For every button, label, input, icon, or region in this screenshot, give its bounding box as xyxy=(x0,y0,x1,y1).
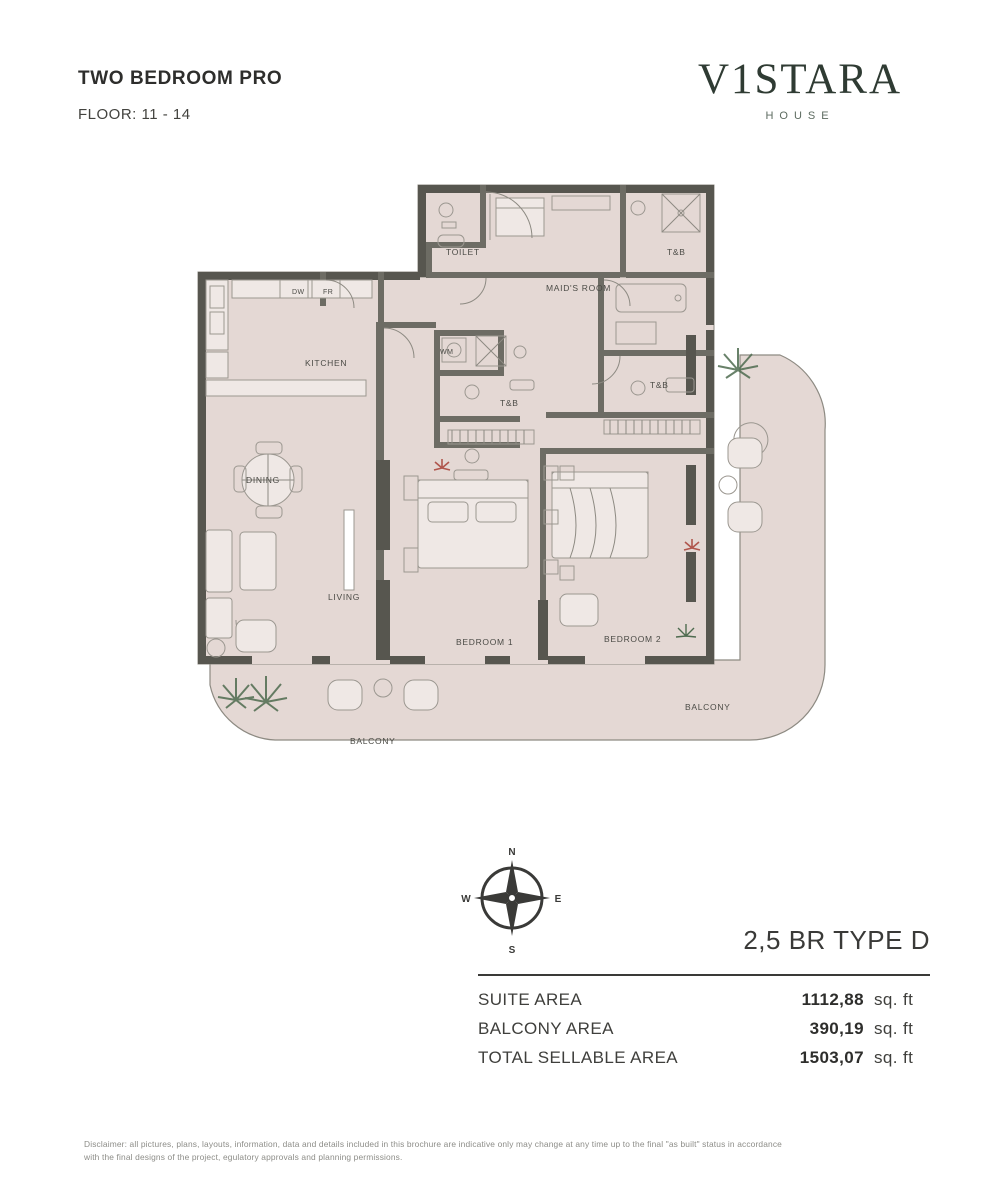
room-label-bedroom-1: BEDROOM 1 xyxy=(456,637,514,647)
compass-north: N xyxy=(508,847,516,858)
brand-name xyxy=(670,58,930,101)
spec-row xyxy=(478,990,930,1010)
room-label-kitchen: KITCHEN xyxy=(305,358,348,368)
spec-row xyxy=(478,1048,930,1068)
page-header xyxy=(78,56,930,148)
page-title: TWO BEDROOM PRO xyxy=(78,68,283,89)
spec-value-total-sellable-area: 1503,07 xyxy=(799,1048,864,1067)
spec-label-total-sellable-area: TOTAL SELLABLE AREA xyxy=(478,1048,679,1067)
compass-east: E xyxy=(554,894,562,905)
room-label-dw: DW xyxy=(292,289,305,296)
disclaimer-line-2: with the final designs of the project, egulatory approvals and planning permissions. xyxy=(84,1152,403,1163)
room-label-tb-mid-right: T&B xyxy=(650,380,669,390)
disclaimer xyxy=(84,1138,914,1164)
spec-value-balcony-area: 390,19 xyxy=(809,1019,864,1038)
room-label-dining: DINING xyxy=(246,475,280,485)
compass-south: S xyxy=(508,945,516,956)
spec-label-suite-area: SUITE AREA xyxy=(478,990,583,1009)
spec-unit-suite-area: sq. ft xyxy=(874,990,914,1009)
room-label-bedroom-2: BEDROOM 2 xyxy=(604,634,662,644)
room-label-balcony-right: BALCONY xyxy=(685,702,731,712)
spec-row xyxy=(478,1019,930,1039)
disclaimer-line-1: Disclaimer: all pictures, plans, layouts, information, data and details included in this brochure are indicative only may change at any time up to the final "as built" status in accordance xyxy=(84,1139,782,1149)
brand-name-part3: STARA xyxy=(754,56,903,103)
spec-unit-total-sellable-area: sq. ft xyxy=(874,1048,914,1067)
unit-type-name: 2,5 BR TYPE D xyxy=(743,925,930,955)
room-label-tb-center: T&B xyxy=(500,398,519,408)
specs-divider xyxy=(478,974,930,976)
room-label-tb-top-right: T&B xyxy=(667,247,686,257)
room-label-balcony-left: BALCONY xyxy=(350,736,396,746)
room-label-toilet: TOILET xyxy=(446,247,480,257)
room-label-fr: FR xyxy=(323,289,334,296)
brand-name-part2: 1 xyxy=(731,56,755,103)
spec-unit-balcony-area: sq. ft xyxy=(874,1019,914,1038)
brand-name-part1: V xyxy=(697,56,732,103)
floor-plan xyxy=(180,180,860,800)
room-label-maids-room: MAID'S ROOM xyxy=(546,283,612,293)
brand-subtitle: HOUSE xyxy=(765,110,835,122)
room-label-wm: WM xyxy=(440,349,454,356)
compass-west: W xyxy=(461,894,471,905)
floor-label: FLOOR: 11 - 14 xyxy=(78,106,191,123)
spec-value-suite-area: 1112,88 xyxy=(801,990,864,1009)
room-label-living: LIVING xyxy=(328,592,361,602)
specs-panel xyxy=(478,925,930,1077)
title-block xyxy=(78,68,282,123)
brand-logo xyxy=(670,58,930,122)
spec-label-balcony-area: BALCONY AREA xyxy=(478,1019,614,1038)
